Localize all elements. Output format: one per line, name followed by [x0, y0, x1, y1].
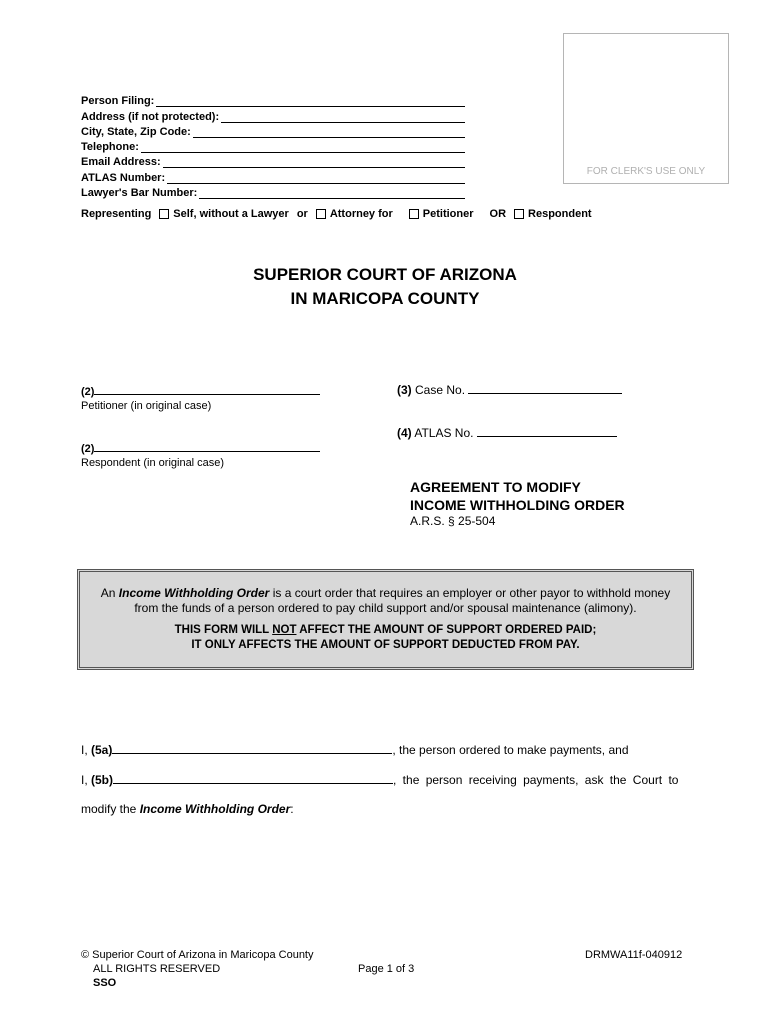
- modify-term: Income Withholding Order: [139, 802, 291, 816]
- document-title-line1: AGREEMENT TO MODIFY: [410, 479, 581, 495]
- atlas-number-field[interactable]: [81, 168, 465, 183]
- petitioner-label: Petitioner: [422, 208, 474, 220]
- bar-number-label: Lawyer's Bar Number:: [81, 187, 198, 200]
- petitioner-block: [81, 384, 320, 412]
- city-state-zip-field[interactable]: [81, 123, 465, 138]
- atlas-number-label: ATLAS Number:: [81, 171, 166, 184]
- atlas-no-line[interactable]: [477, 426, 617, 437]
- payee-name-line[interactable]: [113, 772, 393, 784]
- warning-part-c: AFFECT THE AMOUNT OF SUPPORT ORDERED PAID;: [296, 624, 597, 636]
- representing-label: Representing: [81, 208, 152, 220]
- attorney-checkbox[interactable]: [316, 209, 326, 219]
- respondent-block: [81, 441, 320, 469]
- footer-rights: ALL RIGHTS RESERVED: [93, 963, 221, 975]
- bar-number-field[interactable]: [81, 184, 465, 199]
- city-state-zip-line[interactable]: [193, 127, 465, 138]
- petitioner-name-line[interactable]: [94, 384, 320, 395]
- document-title-line2: INCOME WITHHOLDING ORDER: [410, 497, 625, 513]
- or-text: or: [296, 208, 308, 220]
- statement-5a-num: (5a): [91, 743, 113, 757]
- email-field[interactable]: [81, 153, 465, 168]
- payor-name-line[interactable]: [112, 742, 392, 754]
- statement-5b-num: (5b): [91, 773, 114, 787]
- respondent-label: Respondent: [528, 208, 592, 220]
- email-line[interactable]: [163, 157, 465, 168]
- petitioner-checkbox[interactable]: [409, 209, 419, 219]
- document-title: [410, 478, 625, 514]
- notice-body: is a court order that requires an employer or other payor to withhold money from the funds of a person ordered to pay child support and/or spousal maintenance (alimony).: [134, 586, 671, 615]
- court-title-line1: SUPERIOR COURT OF ARIZONA: [253, 265, 517, 284]
- footer-page-number: Page 1 of 3: [358, 963, 415, 975]
- statement-5b: [81, 772, 678, 787]
- statement-modify: [81, 802, 294, 816]
- warning-not: NOT: [272, 624, 297, 636]
- atlas-no-num: (4): [397, 426, 412, 440]
- case-number-field: [397, 383, 622, 397]
- respondent-num: (2): [81, 443, 95, 455]
- atlas-no-label: ATLAS No.: [414, 426, 474, 440]
- case-number-num: (3): [397, 383, 412, 397]
- or-upper-text: OR: [489, 208, 507, 220]
- notice-lead: An: [100, 586, 116, 600]
- warning-line2: IT ONLY AFFECTS THE AMOUNT OF SUPPORT DEDUCTED FROM PAY.: [191, 639, 580, 651]
- representing-row: [81, 208, 592, 220]
- self-checkbox[interactable]: [159, 209, 169, 219]
- filer-info-block: [81, 92, 465, 199]
- email-label: Email Address:: [81, 156, 161, 169]
- notice-box: [77, 569, 694, 670]
- case-number-label: Case No.: [415, 383, 466, 397]
- person-filing-field[interactable]: [81, 92, 465, 107]
- respondent-name-line[interactable]: [94, 441, 320, 452]
- clerk-use-box: [563, 33, 729, 184]
- person-filing-label: Person Filing:: [81, 95, 155, 108]
- clerk-use-label: FOR CLERK'S USE ONLY: [586, 166, 706, 177]
- statement-5b-i: I,: [81, 773, 88, 787]
- person-filing-line[interactable]: [156, 96, 465, 107]
- statement-5a-text: , the person ordered to make payments, and: [392, 743, 629, 757]
- warning-part-a: THIS FORM WILL: [174, 624, 273, 636]
- petitioner-caption: Petitioner (in original case): [81, 400, 212, 412]
- modify-end: :: [290, 802, 294, 816]
- court-title: [0, 263, 770, 311]
- footer-copyright: © Superior Court of Arizona in Maricopa County: [81, 949, 314, 961]
- atlas-number-line[interactable]: [167, 173, 465, 184]
- notice-paragraph: [80, 586, 691, 616]
- atlas-no-field: [397, 426, 617, 440]
- notice-warning: [80, 623, 691, 653]
- statute-reference: A.R.S. § 25-504: [410, 514, 496, 528]
- statement-5a: [81, 742, 629, 757]
- respondent-checkbox[interactable]: [514, 209, 524, 219]
- address-field[interactable]: [81, 107, 465, 122]
- modify-lead: modify the: [81, 802, 140, 816]
- attorney-label: Attorney for: [329, 208, 393, 220]
- telephone-field[interactable]: [81, 138, 465, 153]
- footer-sso: SSO: [93, 977, 117, 989]
- address-label: Address (if not protected):: [81, 110, 220, 123]
- self-label: Self, without a Lawyer: [173, 208, 289, 220]
- case-number-line[interactable]: [468, 383, 622, 394]
- petitioner-num: (2): [81, 386, 95, 398]
- statement-5a-i: I,: [81, 743, 88, 757]
- respondent-caption: Respondent (in original case): [81, 457, 225, 469]
- statement-5b-text: , the person receiving payments, ask the Court to: [393, 773, 679, 787]
- bar-number-line[interactable]: [199, 188, 465, 199]
- court-title-line2: IN MARICOPA COUNTY: [290, 289, 480, 308]
- telephone-label: Telephone:: [81, 141, 139, 154]
- address-line[interactable]: [221, 112, 465, 123]
- notice-term: Income Withholding Order: [118, 586, 270, 600]
- footer-form-code: DRMWA11f-040912: [585, 949, 683, 961]
- telephone-line[interactable]: [141, 142, 465, 153]
- city-state-zip-label: City, State, Zip Code:: [81, 125, 191, 138]
